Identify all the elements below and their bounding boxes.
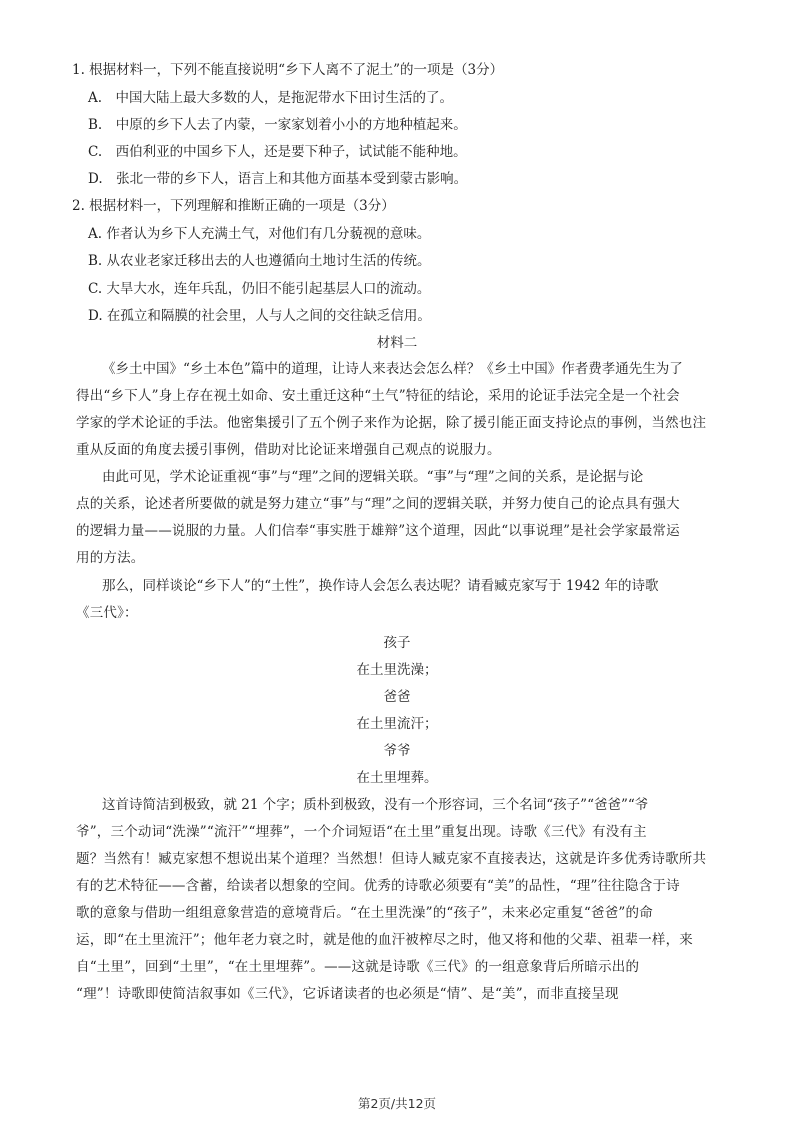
material-2-heading: 材料二	[376, 335, 418, 351]
poem-line: 爸爸	[383, 689, 411, 705]
question-2-option-a: A. 作者认为乡下人充满土气，对他们有几分藐视的意味。	[88, 226, 431, 242]
paragraph-2-line: 点的关系，论述者所要做的就是努力建立“事”与“理”之间的逻辑关联，并努力使自己的论点具有强大	[76, 496, 680, 512]
paragraph-1-line: 《乡土中国》“乡土本色”篇中的道理，让诗人来表达会怎么样？《乡土中国》作者费孝通先生为了	[102, 361, 683, 377]
paragraph-4-line: 运，即“在土里流汗”；他年老力衰之时，就是他的血汗被榨尽之时，他又将和他的父辈、祖辈一样，来	[76, 932, 694, 948]
paragraph-4-line: 这首诗简洁到极致，就 21 个字；质朴到极致，没有一个形容词，三个名词“孩子”“爸爸”“爷	[102, 797, 649, 813]
question-2-stem: 2. 根据材料一，下列理解和推断正确的一项是（3分）	[72, 198, 395, 214]
paragraph-3-line: 那么，同样谈论“乡下人”的“土性”，换作诗人会怎么表达呢？请看臧克家写于 1942 年的诗歌	[102, 578, 659, 594]
paragraph-4-line: “理”！诗歌即使简洁叙事如《三代》，它诉诸读者的也必须是“情”、是“美”，而非直接呈现	[76, 986, 619, 1002]
paragraph-1-line: 重从反面的角度去援引事例，借助对比论证来增强自己观点的说服力。	[76, 442, 501, 458]
poem-line: 在土里埋葬。	[356, 770, 438, 786]
poem-line: 孩子	[383, 635, 411, 651]
question-1-option-c: C. 西伯利亚的中国乡下人，还是要下种子，试试能不能种地。	[88, 144, 467, 160]
question-2-option-d: D. 在孤立和隔膜的社会里，人与人之间的交往缺乏信用。	[88, 308, 431, 324]
question-1-stem: 1. 根据材料一，下列不能直接说明“乡下人离不了泥土”的一项是（3分）	[72, 62, 504, 78]
paragraph-1-line: 学家的学术论证的手法。他密集援引了五个例子来作为论据，除了援引能正面支持论点的事例，当然也注	[76, 415, 707, 431]
paragraph-2-line: 用的方法。	[76, 550, 145, 566]
question-1-option-d: D. 张北一带的乡下人，语言上和其他方面基本受到蒙古影响。	[88, 171, 468, 187]
paragraph-4-line: 有的艺术特征——含蓄，给读者以想象的空间。优秀的诗歌必须要有“美”的品性，“理”往往隐含于诗	[76, 878, 680, 894]
paragraph-4-line: 自“土里”，回到“土里”，“在土里埋葬”。——这就是诗歌《三代》的一组意象背后所暗示出的	[76, 959, 640, 975]
poem-line: 在土里洗澡；	[356, 662, 438, 678]
paragraph-4-line: 爷”，三个动词“洗澡”“流汗”“埋葬”，一个介词短语“在土里”重复出现。诗歌《三代》有没有主	[76, 824, 647, 840]
poem-line: 在土里流汗；	[356, 716, 438, 732]
poem-line: 爷爷	[383, 743, 411, 759]
question-2-option-c: C. 大旱大水，连年兵乱，仍旧不能引起基层人口的流动。	[88, 281, 431, 297]
paragraph-4-line: 歌的意象与借助一组组意象营造的意境背后。“在土里洗澡”的“孩子”，未来必定重复“爸爸”的命	[76, 905, 653, 921]
paragraph-2-line: 由此可见，学术论证重视“事”与“理”之间的逻辑关联。“事”与“理”之间的关系，是论据与论	[102, 469, 644, 485]
paragraph-1-line: 得出“乡下人”身上存在视土如命、安土重迁这种“土气”特征的结论，采用的论证手法完全是一个社会	[76, 388, 680, 404]
paragraph-4-line: 题？当然有！臧克家想不想说出某个道理？当然想！但诗人臧克家不直接表达，这就是许多优秀诗歌所共	[76, 851, 707, 867]
question-1-option-a: A. 中国大陆上最大多数的人，是拖泥带水下田讨生活的了。	[88, 90, 454, 106]
question-1-option-b: B. 中原的乡下人去了内蒙，一家家划着小小的方地种植起来。	[88, 117, 467, 133]
paragraph-2-line: 的逻辑力量——说服的力量。人们信奉“事实胜于雄辩”这个道理，因此“以事说理”是社会学家最常运	[76, 523, 680, 539]
paragraph-3-line: 《三代》：	[76, 605, 138, 621]
page-number: 第2页/共12页	[357, 1096, 437, 1111]
question-2-option-b: B. 从农业老家迁移出去的人也遵循向土地讨生活的传统。	[88, 253, 431, 269]
